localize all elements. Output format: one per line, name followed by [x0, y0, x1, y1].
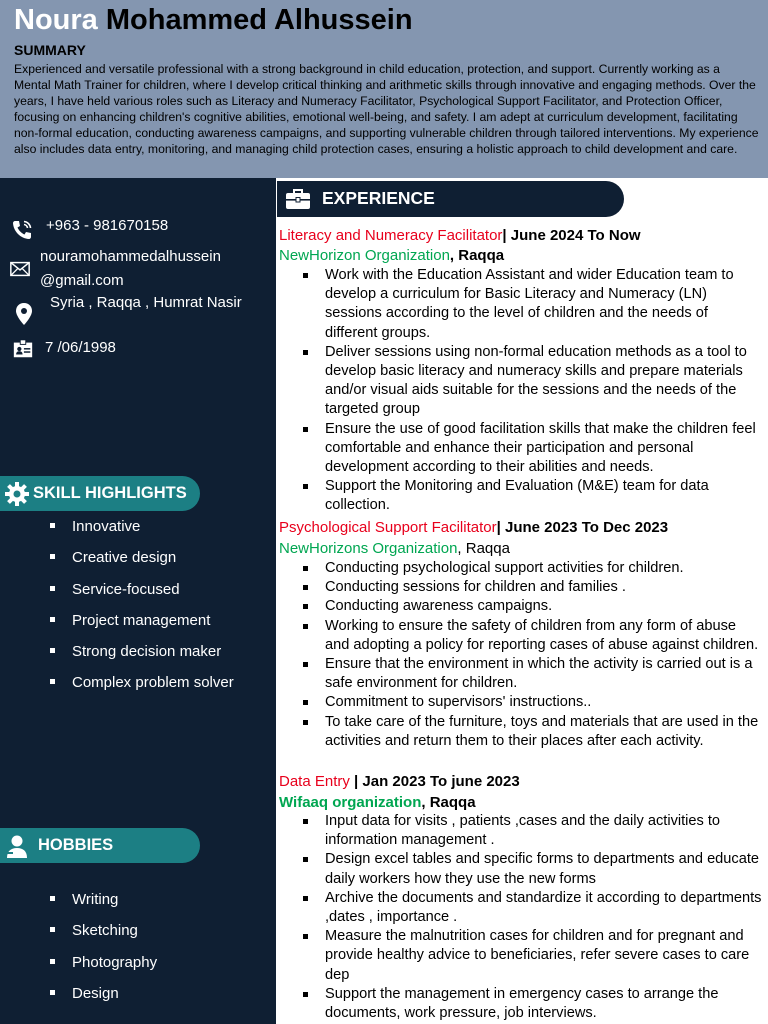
gear-icon [4, 481, 30, 507]
job-role: Data Entry [279, 773, 350, 790]
list-item: Working to ensure the safety of children from any form of abuse and adopting a policy for reporting cases of abuse against children. [300, 617, 762, 655]
job-title-line [279, 518, 668, 538]
list-item: Archive the documents and standardize it according to departments ,dates , importance . [300, 889, 762, 927]
last-name: Mohammed Alhussein [105, 4, 413, 36]
job-duties-list [300, 266, 762, 516]
job-role: Psychological Support Facilitator [279, 519, 497, 536]
list-item: Input data for visits , patients ,cases and the daily activities to information management . [300, 812, 762, 850]
job-date: | Jan 2023 To june 2023 [349, 773, 520, 790]
job-org: NewHorizons Organization [279, 540, 458, 557]
job-city: , Raqqa [449, 247, 505, 264]
skills-list [0, 517, 234, 705]
job-date: | June 2024 To Now [502, 227, 641, 244]
job-role: Literacy and Numeracy Facilitator [279, 227, 503, 244]
list-item: Design excel tables and specific forms to departments and educate daily workers how they use the new forms [300, 850, 762, 888]
job-org: NewHorizon Organization [279, 247, 450, 264]
job-city: , Raqqa [457, 540, 510, 557]
list-item: Innovative [0, 517, 234, 548]
phone-number[interactable]: +963 - 981670158 [46, 217, 169, 234]
experience-heading-pill [277, 181, 624, 217]
hobbies-heading: HOBBIES [38, 836, 114, 854]
list-item: Work with the Education Assistant and wider Education team to develop a curriculum for Basic Literacy and Numeracy (LN) sessions according to the level of children and the needs of different groups. [300, 266, 762, 343]
briefcase-icon [285, 187, 311, 211]
experience-heading: EXPERIENCE [322, 188, 435, 208]
list-item: Service-focused [0, 580, 234, 611]
skills-heading-pill [0, 476, 200, 511]
list-item: Complex problem solver [0, 673, 234, 704]
phone-icon [10, 218, 34, 242]
hobbies-list [0, 890, 157, 1015]
job-duties-list [300, 812, 762, 1023]
job-org-line [279, 793, 476, 813]
email-line-1[interactable]: nouramohammedalhussein [40, 248, 221, 265]
list-item: Commitment to supervisors' instructions.. [300, 693, 762, 712]
list-item: Conducting awareness campaigns. [300, 597, 762, 616]
email-line-2[interactable]: @gmail.com [40, 272, 124, 289]
job-org-line [279, 246, 504, 266]
job-org: Wifaaq organization [279, 794, 422, 811]
list-item: Ensure that the environment in which the activity is carried out is a safe environment for children. [300, 655, 762, 693]
job-date: | June 2023 To Dec 2023 [496, 519, 669, 536]
id-card-icon [12, 338, 34, 360]
location-text: Syria , Raqqa , Humrat Nasir [50, 294, 242, 311]
birthdate-text: 7 /06/1998 [45, 339, 116, 356]
list-item: Measure the malnutrition cases for children and for pregnant and provide healthy advice to beneficiaries, refer severe cases to care dep [300, 927, 762, 985]
user-icon [4, 833, 30, 859]
job-title-line [279, 226, 641, 246]
location-pin-icon [14, 302, 34, 326]
summary-heading: SUMMARY [14, 42, 86, 58]
header-band [0, 0, 768, 178]
list-item: Creative design [0, 548, 234, 579]
list-item: Conducting sessions for children and families . [300, 578, 762, 597]
list-item: To take care of the furniture, toys and materials that are used in the activities and return them to their places after each activity. [300, 713, 762, 751]
sidebar [0, 178, 276, 1024]
first-name: Noura [14, 4, 98, 36]
list-item: Conducting psychological support activities for children. [300, 559, 762, 578]
list-item: Writing [0, 890, 157, 921]
mail-icon [9, 258, 31, 280]
list-item: Support the Monitoring and Evaluation (M&E) team for data collection. [300, 477, 762, 515]
list-item: Sketching [0, 921, 157, 952]
list-item: Project management [0, 611, 234, 642]
list-item: Ensure the use of good facilitation skills that make the children feel comfortable and enhance their participation and personal development according to their abilities and needs. [300, 420, 762, 478]
list-item: Photography [0, 953, 157, 984]
list-item: Strong decision maker [0, 642, 234, 673]
list-item: Support the management in emergency cases to arrange the documents, work pressure, job interviews. [300, 985, 762, 1023]
hobbies-heading-pill [0, 828, 200, 863]
list-item: Design [0, 984, 157, 1015]
job-title-line [279, 772, 520, 792]
job-duties-list [300, 559, 762, 751]
skills-heading: SKILL HIGHLIGHTS [33, 484, 187, 502]
job-city: , Raqqa [421, 794, 476, 811]
candidate-name [14, 2, 413, 38]
job-org-line [279, 539, 510, 559]
list-item: Deliver sessions using non-formal education methods as a tool to develop basic literacy and numeracy skills and prepare materials and/or visual aids suitable for the sessions and the needs of the targeted group [300, 343, 762, 420]
summary-text: Experienced and versatile professional with a strong background in child education, protection, and support. Currently working as a Mental Math Trainer for children, where I develop critical thinking and arithmetic skills through innovative and engaging methods. Over the years, I have held various roles such as Literacy and Numeracy Facilitator, Psychological Support Facilitator, and Protection Officer, focusing on enhancing children's cognitive abilities, emotional well-being, and safety. I am adept at curriculum development, facilitating non-formal education, conducting awareness campaigns, and supporting vulnerable children through tailored interventions. My experience also includes data entry, monitoring, and managing child protection cases, ensuring a holistic approach to child development and care. [14, 62, 759, 156]
